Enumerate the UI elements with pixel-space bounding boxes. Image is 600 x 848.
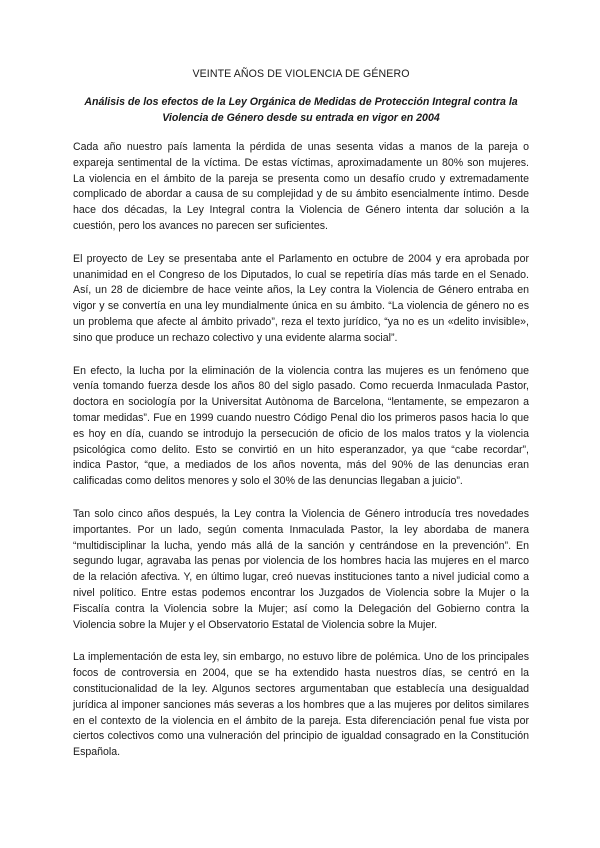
document-subtitle: Análisis de los efectos de la Ley Orgánica de Medidas de Protección Integral contra la Violencia de Género desde su entrada en vigor en 2004 [84, 96, 518, 124]
paragraph-2: El proyecto de Ley se presentaba ante el Parlamento en octubre de 2004 y era aprobada por unanimidad en el Congreso de los Diputados, lo cual se repetiría días más tarde en el Senado. Así, un 28 de diciembre de hace veinte años, la Ley contra la Violencia de Género entraba en vigor y se convertía en una ley mundialmente única en su ámbito. “La violencia de género no es un problema que afecte al ámbito privado”, reza el texto jurídico, “ya no es un «delito invisible», sino que produce un rechazo colectivo y una evidente alarma social”. [73, 252, 529, 344]
document-page [73, 68, 529, 778]
paragraph-1: Cada año nuestro país lamenta la pérdida de unas sesenta vidas a manos de la pareja o expareja sentimental de la víctima. De estas víctimas, aproximadamente un 80% son mujeres. La violencia en el ámbito de la pareja se presenta como un desafío crudo y extremadamente complicado de abordar a causa de su complejidad y de su ámbito esencialmente íntimo. Desde hace dos décadas, la Ley Integral contra la Violencia de Género intenta dar solución a la cuestión, pero los avances no parecen ser suficientes. [73, 141, 529, 232]
paragraph-4: Tan solo cinco años después, la Ley contra la Violencia de Género introducía tres novedades importantes. Por un lado, según comenta Inmaculada Pastor, la ley abordaba de manera “multidisciplinar la lucha, yendo más allá de la sanción y centrándose en la prevención”. En segundo lugar, agravaba las penas por violencia de los hombres hacia las mujeres en el marco de la relación afectiva. Y, en último lugar, creó nuevas instituciones tanto a nivel judicial como a nivel político. Entre estas podemos encontrar los Juzgados de Violencia sobre la Mujer o la Fiscalía contra la Violencia sobre la Mujer; así como la Delegación del Gobierno contra la Violencia sobre la Mujer y el Observatorio Estatal de Violencia sobre la Mujer. [73, 507, 529, 631]
document-title: VEINTE AÑOS DE VIOLENCIA DE GÉNERO [192, 68, 410, 80]
paragraph-3: En efecto, la lucha por la eliminación de la violencia contra las mujeres es un fenómeno que venía tomando fuerza desde los años 80 del siglo pasado. Como recuerda Inmaculada Pastor, doctora en sociología por la Universitat Autònoma de Barcelona, “lentamente, se empezaron a tomar medidas”. Fue en 1999 cuando nuestro Código Penal dio los primeros pasos hacia lo que es hoy en día, cuando se introdujo la persecución de oficio de los malos tratos y la violencia psicológica como delito. Esto se convirtió en un hito esperanzador, ya que “cabe recordar”, indica Pastor, “que, a mediados de los años noventa, más del 90% de las denuncias eran calificadas como delitos menores y solo el 30% de las denuncias llegaban a juicio”. [73, 364, 529, 488]
paragraph-5: La implementación de esta ley, sin embargo, no estuvo libre de polémica. Uno de los principales focos de controversia en 2004, que se ha extendido hasta nuestros días, se centró en la constitucionalidad de la ley. Algunos sectores argumentaban que establecía una desigualdad jurídica al imponer sanciones más severas a los hombres que a las mujeres por delitos similares en el contexto de la violencia en el ámbito de la pareja. Esta diferenciación penal fue vista por ciertos colectivos como una vulneración del principio de igualdad consagrado en la Constitución Española. [73, 651, 529, 759]
